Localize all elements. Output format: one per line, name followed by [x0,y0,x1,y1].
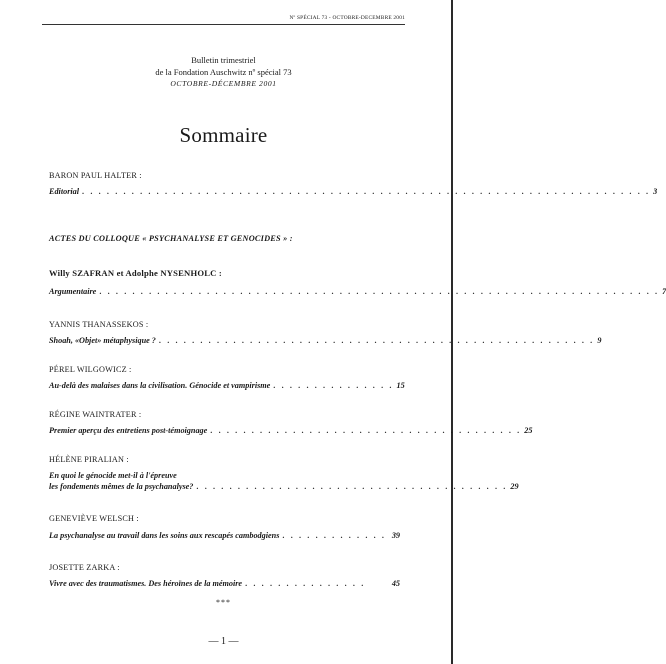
toc-author: YANNIS THANASSEKOS : [49,320,149,329]
leader-dots: . . . . . . . . . . . . . . . . . . . . . . . . . . . . . . . . . . . . . . [210,426,522,435]
leader-dots: . . . . . . . . . . . . . . . [273,381,394,390]
toc-entry [49,513,400,541]
bulletin-dates: OCTOBRE-DÉCEMBRE 2001 [170,79,277,88]
toc-title: Au-delà des malaises dans la civilisation. Génocide et vampirisme [49,381,271,390]
leader-dots: . . . . . . . . . . . . . . . . . . . . . . . . . . . . . . . . . . . . . . . . . . . . . . . . . . . . . . . . . . . . . . . . . . . . [99,287,660,296]
toc-author: PÉREL WILGOWICZ : [49,365,132,374]
toc-author: RÉGINE WAINTRATER : [49,410,142,419]
toc-page-number: 39 [391,531,400,540]
toc-line[interactable] [49,186,658,197]
toc-page-number: 15 [396,381,405,390]
header-rule [42,24,405,25]
leader-dots: . . . . . . . . . . . . . [282,531,387,540]
toc-page-number: 29 [510,482,519,491]
page-title: Sommaire [179,123,268,147]
toc-title: Premier aperçu des entretiens post-témoignage [49,426,208,435]
toc-line[interactable] [49,530,400,541]
toc-line[interactable] [49,481,519,492]
toc-entry [49,454,519,492]
toc-line[interactable] [49,425,533,436]
toc-entry [49,268,666,297]
toc-entry [49,409,533,436]
toc-author: BARON PAUL HALTER : [49,171,142,180]
toc-title: La psychanalyse au travail dans les soins aux rescapés cambodgiens [49,531,280,540]
toc-entry [49,562,400,589]
toc-entry [49,364,405,391]
toc-author: HÉLÈNE PIRALIAN : [49,455,129,464]
toc-page-number: 45 [391,579,400,588]
toc-line[interactable] [49,335,602,346]
toc-page-number: 25 [524,426,533,435]
toc-author: GENEVIÈVE WELSCH : [49,514,139,523]
toc-title: Argumentaire [49,287,97,296]
toc-title: les fondements mêmes de la psychanalyse? [49,482,194,491]
leader-dots: . . . . . . . . . . . . . . . . . . . . . . . . . . . . . . . . . . . . . . . . . . . . . . . . . . . . . . . . . . . . . . . . . . . . . [82,187,651,196]
bulletin-line-1: Bulletin trimestriel [191,55,256,65]
leader-dots: . . . . . . . . . . . . . . . . . . . . . . . . . . . . . . . . . . . . . . . . . . . . . . . . . . . . . [158,336,595,345]
toc-line[interactable] [49,380,405,391]
section-heading [49,233,400,244]
running-head: Nº SPÉCIAL 73 - OCTOBRE-DECEMBRE 2001 [289,15,405,21]
toc-title: Shoah, «Objet» métaphysique ? [49,336,156,345]
toc-page-number: 3 [653,187,658,196]
toc-title-line-1: En quoi le génocide met-il à l'épreuve [49,471,177,480]
bulletin-line-2: de la Fondation Auschwitz nº spécial 73 [155,67,292,77]
page-number: — 1 — [208,636,239,647]
toc-author: JOSETTE ZARKA : [49,563,120,572]
toc-author: Willy SZAFRAN et Adolphe NYSENHOLC : [49,268,222,278]
toc-title: Vivre avec des traumatismes. Des héroïnes de la mémoire [49,579,243,588]
leader-dots: . . . . . . . . . . . . . . . . . . . . . . . . . . . . . . . . . . . . . . [196,482,508,491]
bulletin-info [42,54,405,90]
toc-line[interactable] [49,286,666,297]
toc-page-number: 7 [662,287,666,296]
leader-dots: . . . . . . . . . . . . . . . [245,579,366,588]
toc-page-number: 9 [597,336,602,345]
ornament: *** [216,598,231,607]
section-title: ACTES DU COLLOQUE « PSYCHANALYSE ET GENOCIDES » : [49,234,293,243]
toc-line[interactable] [49,578,400,589]
toc-title: Editorial [49,187,80,196]
toc-entry [49,170,658,197]
page-edge [451,0,453,664]
toc-entry [49,319,602,346]
